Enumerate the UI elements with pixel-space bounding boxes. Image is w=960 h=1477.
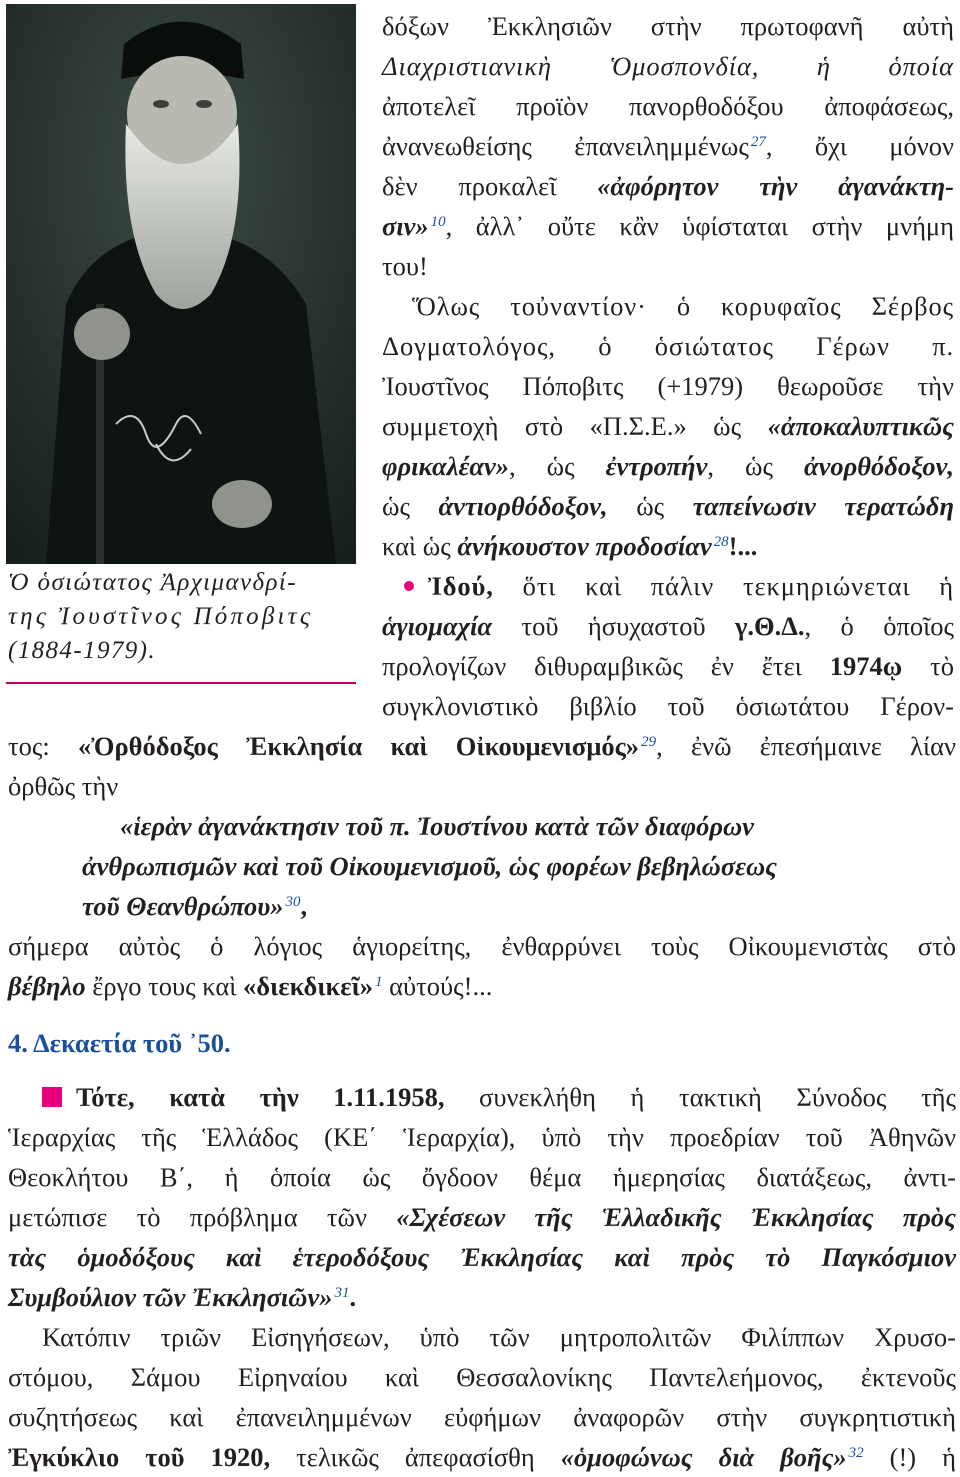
bullet-icon (404, 581, 414, 591)
text-line: συγκλονιστικὸ βιβλίο τοῦ ὁσιωτάτου Γέρον- (382, 691, 954, 721)
text-line: Ἱεραρχίας τῆς Ἑλλάδος (ΚΕ΄ Ἱεραρχία), ὑπὸ τὴν προεδρίαν τοῦ Ἀθηνῶν (8, 1122, 956, 1152)
text-line: φρικαλέαν», ὡς ἐντροπήν, ὡς ἀνορθόδοξον, (382, 451, 955, 481)
text-line: καὶ ὡς ἀνήκουστον προδοσίαν $^{28}$!... (382, 531, 758, 561)
text-line: βέβηλο ἔργο τους καὶ «διεκδικεῖ» $^1$ αὐτούς!... (8, 971, 493, 1001)
text-line: Κατόπιν τριῶν Εἰσηγήσεων, ὑπὸ τῶν μητροπολιτῶν Φιλίππων Χρυσο- (42, 1322, 956, 1352)
text-line: τος: «Ὀρθόδοξος Ἐκκλησία καὶ Οἰκουμενισμός» $^{29}$, ἐνῶ ἐπεσήμαινε λίαν (8, 731, 956, 761)
caption-line-2: της Ἰουστῖνος Πόποβιτς (8, 603, 314, 630)
text-line: Ἰδού, ὅτι καὶ πάλιν τεκμηριώνεται ἡ (404, 566, 954, 606)
text-line: του! (382, 251, 428, 281)
text-line: Θεοκλήτου Β΄, ἡ ὁποία ὡς ὄγδοον θέμα ἡμερησίας διατάξεως, ἀντι- (8, 1162, 956, 1192)
text-line: Ἐγκύκλιο τοῦ 1920, τελικῶς ἀπεφασίσθη «ὁμοφώνως διὰ βοῆς» $^{32}$ (!) ἡ (8, 1442, 956, 1472)
text-line: σήμερα αὐτὸς ὁ λόγιος ἁγιορείτης, ἐνθαρρύνει τοὺς Οἰκουμενιστὰς στὸ (8, 931, 956, 961)
text-line: ὡς ἀντιορθόδοξον, ὡς ταπείνωσιν τερατώδη (382, 491, 954, 521)
caption-line-1: Ὁ ὁσιώτατος Ἀρχιμανδρί- (8, 569, 297, 596)
text-line: δὲν προκαλεῖ «ἀφόρητον τὴν ἀγανάκτη- (382, 171, 955, 201)
text-line: δόξων Ἐκκλησιῶν στὴν πρωτοφανῆ αὐτὴ (382, 11, 954, 41)
text-line: Συμβούλιον τῶν Ἐκκλησιῶν» $^{31}$. (8, 1282, 357, 1312)
text-line: συμμετοχὴ στὸ «Π.Σ.Ε.» ὡς «ἀποκαλυπτικῶς (382, 411, 954, 441)
text-line: Ὅλως τοὐναντίον· ὁ κορυφαῖος Σέρβος (412, 291, 954, 321)
text-line: ἀποτελεῖ προϊὸν πανορθοδόξου ἀποφάσεως, (382, 91, 954, 121)
text-line: στόμου, Σάμου Εἰρηναίου καὶ Θεσσαλονίκης Παντελεήμονος, ἐκτενοῦς (8, 1362, 956, 1392)
text-line: προλογίζων διθυραμβικῶς ἐν ἔτει 1974ῳ τὸ (382, 651, 954, 681)
text-line: σιν» $^{10}$, ἀλλ᾽ οὔτε κἂν ὑφίσταται στὴν μνήμη (382, 211, 954, 241)
text-line: Ἰουστῖνος Πόποβιτς (+1979) θεωροῦσε τὴν (382, 371, 954, 401)
text-line: Τότε, κατὰ τὴν 1.11.1958, συνεκλήθη ἡ τακτικὴ Σύνοδος τῆς (42, 1077, 956, 1117)
text-line: Δογματολόγος, ὁ ὁσιώτατος Γέρων π. (382, 331, 954, 361)
text-line: τὰς ὁμοδόξους καὶ ἑτεροδόξους Ἐκκλησίας καὶ πρὸς τὸ Παγκόσμιον (8, 1242, 956, 1272)
quote-line: ἀνθρωπισμῶν καὶ τοῦ Οἰκουμενισμοῦ, ὡς φορέων βεβηλώσεως (82, 851, 777, 881)
text-line: ὀρθῶς τὴν (8, 771, 119, 801)
text-line: ἀνανεωθείσης ἐπανειλημμένως $^{27}$, ὄχι μόνον (382, 131, 954, 161)
text-line: ἁγιομαχία τοῦ ἡσυχαστοῦ γ.Θ.Δ., ὁ ὁποῖος (382, 611, 954, 641)
figure-caption (8, 566, 358, 668)
text-line: μετώπισε τὸ πρόβλημα τῶν «Σχέσεων τῆς Ἑλλαδικῆς Ἐκκλησίας πρὸς (8, 1202, 956, 1232)
text-line: Διαχριστιανικὴ Ὁμοσπονδία, ἡ ὁποία (382, 51, 954, 81)
portrait-photo (6, 4, 356, 564)
text-line: συζητήσεως καὶ ἐπανειλημμένων εὐφήμων ἀναφορῶν στὴν συγκρητιστικὴ (8, 1402, 956, 1432)
quote-line: «ἱερὰν ἀγανάκτησιν τοῦ π. Ἰουστίνου κατὰ τῶν διαφόρων (120, 811, 754, 841)
section-heading: 4. Δεκαετία τοῦ ᾽50. (8, 1028, 231, 1058)
caption-divider (6, 682, 356, 684)
caption-line-3: (1884-1979). (8, 637, 157, 664)
quote-line: τοῦ Θεανθρώπου» $^{30}$, (82, 891, 308, 921)
portrait-illustration (6, 4, 356, 564)
square-bullet-icon (42, 1087, 62, 1107)
